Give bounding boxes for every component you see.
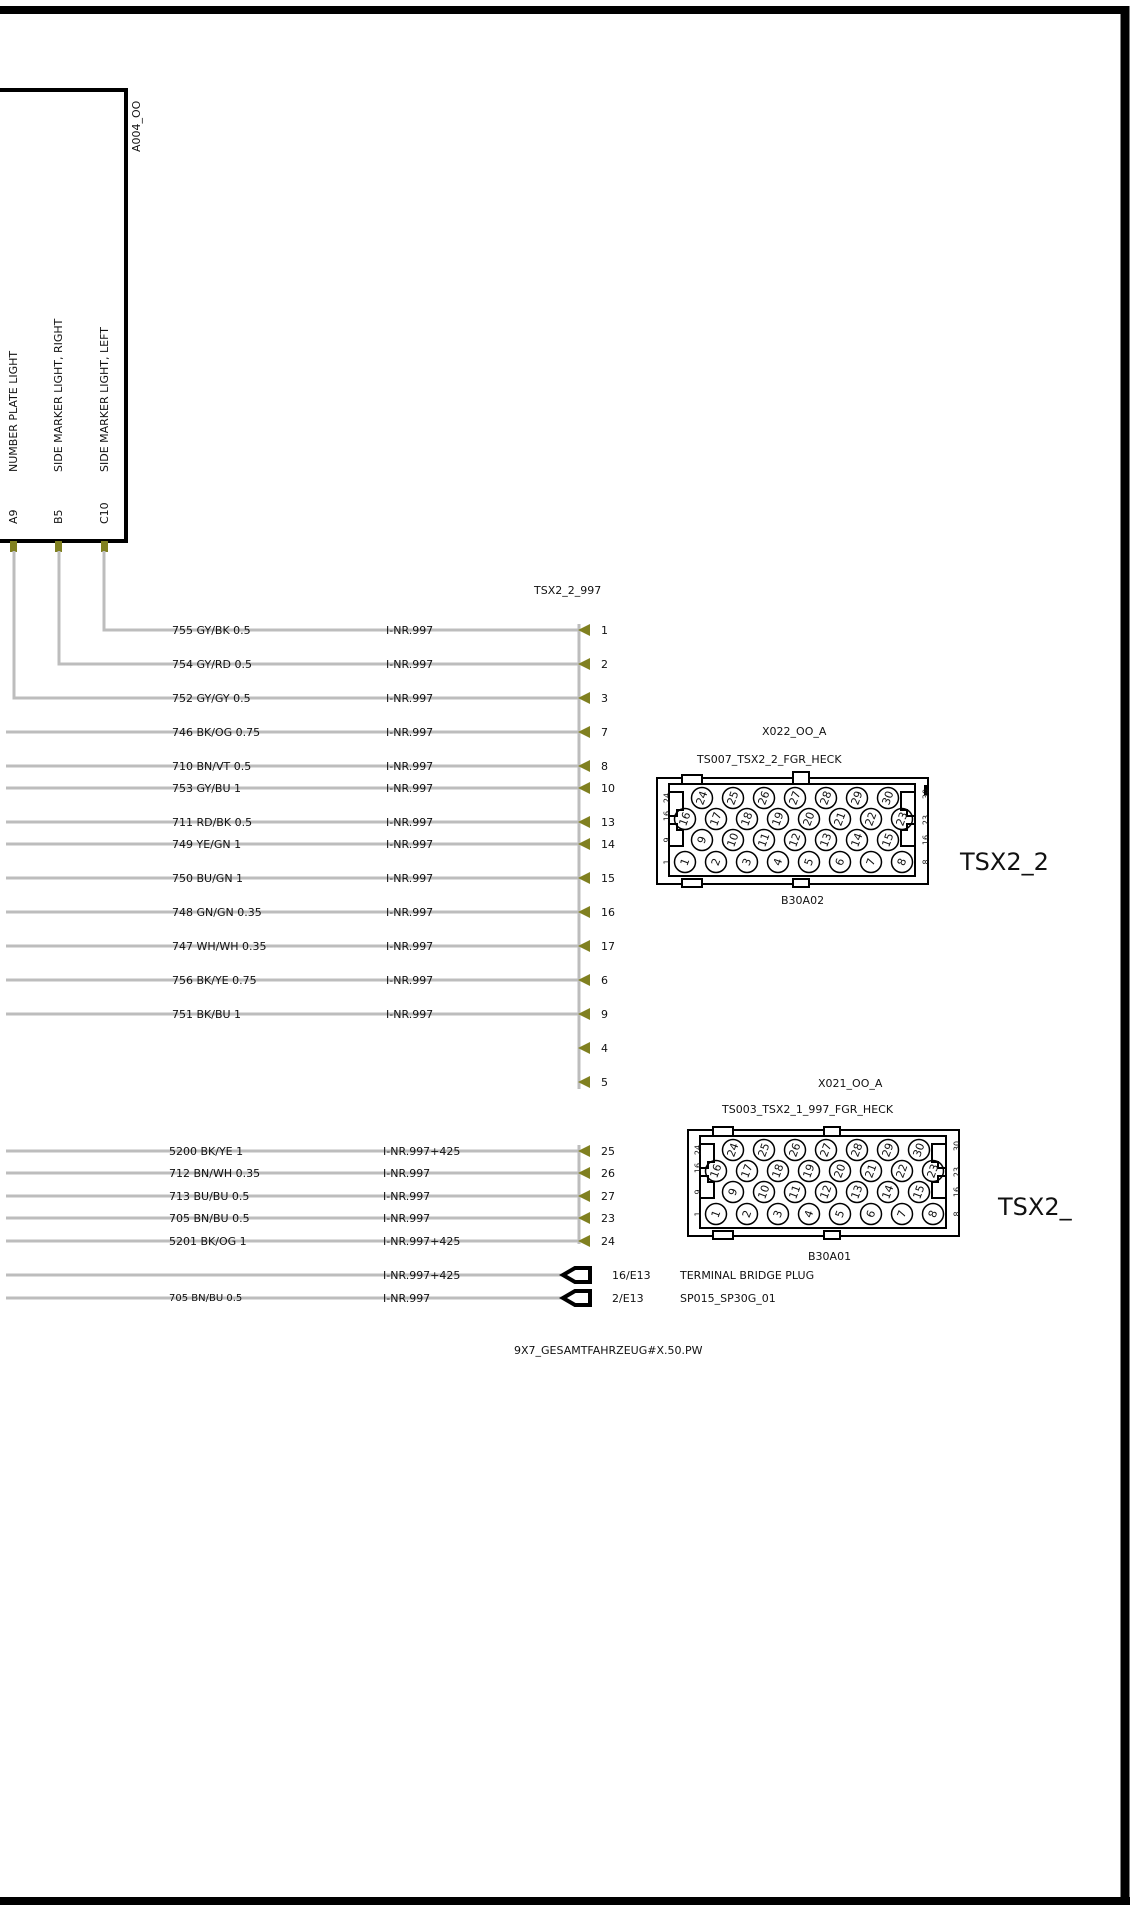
plug-pin: 2 — [708, 856, 724, 868]
plug-pin: 20 — [831, 1162, 849, 1180]
wire-pin: 14 — [601, 838, 615, 851]
wire-spec: 713 BU/BU 0.5 — [169, 1190, 250, 1203]
plug-ts-code: TS007_TSX2_2_FGR_HECK — [697, 753, 842, 766]
plug-pin: 3 — [770, 1208, 786, 1220]
plug-side-right: 8 — [952, 1211, 962, 1217]
wire-spec: 751 BK/BU 1 — [172, 1008, 242, 1021]
pin-label-c10: C10 — [98, 502, 111, 524]
wire-harness-top — [6, 551, 580, 1089]
pin-label-a9: A9 — [7, 509, 20, 524]
reference-inr: I-NR.997+425 — [383, 1269, 461, 1282]
wire-inr: I-NR.997 — [386, 940, 434, 953]
plug-pin: 15 — [910, 1183, 928, 1201]
wire-inr: I-NR.997 — [386, 658, 434, 671]
plug-pin: 2 — [739, 1208, 755, 1220]
wire-pin: 10 — [601, 782, 615, 795]
pin-terminal-c10 — [101, 541, 108, 552]
plug-pin: 26 — [755, 789, 773, 807]
reference-code: 16/E13 — [612, 1269, 651, 1282]
plug-pins — [675, 788, 913, 873]
plug-pin: 29 — [848, 789, 866, 807]
plug-pin: 16 — [676, 810, 694, 828]
plug-side-right: 8 — [921, 859, 931, 865]
plug-side-left: 9 — [693, 1189, 703, 1195]
plug-side-left: 16 — [693, 1162, 703, 1174]
wire-inr: I-NR.997 — [386, 872, 434, 885]
wire-inr: I-NR.997 — [386, 726, 434, 739]
plug-pin: 14 — [848, 831, 866, 849]
wire-spec: 747 WH/WH 0.35 — [172, 940, 267, 953]
plug-pin: 6 — [832, 856, 848, 868]
wire-spec: 5201 BK/OG 1 — [169, 1235, 247, 1248]
plug-pin: 23 — [924, 1162, 942, 1180]
reference-wire: 705 BN/BU 0.5 — [169, 1293, 243, 1304]
plug-pin: 7 — [863, 856, 879, 868]
plug-pin: 9 — [694, 834, 710, 846]
plug-side-right: 23 — [952, 1166, 962, 1178]
plug-x-code: X022_OO_A — [762, 725, 827, 738]
plug-pin: 25 — [724, 789, 742, 807]
wire-spec: 748 GN/GN 0.35 — [172, 906, 262, 919]
plug-pins — [706, 1140, 944, 1225]
plug-side-left: 1 — [662, 859, 672, 865]
plug-pin: 30 — [910, 1141, 928, 1159]
plug-pin: 1 — [677, 856, 693, 868]
wire-inr: I-NR.997 — [386, 624, 434, 637]
reference-row — [383, 1268, 814, 1282]
plug-side-right: 23 — [921, 814, 931, 826]
plug-pin: 21 — [862, 1162, 880, 1180]
empty-pin: 5 — [601, 1076, 608, 1089]
wire-spec: 711 RD/BK 0.5 — [172, 816, 253, 829]
plug-pin: 4 — [770, 856, 786, 868]
wire-spec: 754 GY/RD 0.5 — [172, 658, 252, 671]
wire-spec: 752 GY/GY 0.5 — [172, 692, 251, 705]
plug-pin: 10 — [724, 831, 742, 849]
wire-inr: I-NR.997 — [386, 816, 434, 829]
plug-part: B30A02 — [781, 894, 825, 907]
plug-pin: 6 — [863, 1208, 879, 1220]
plug-name-clip — [997, 1193, 1087, 1221]
wire-pin: 16 — [601, 906, 615, 919]
wire-inr: I-NR.997 — [386, 760, 434, 773]
wire-spec: 710 BN/VT 0.5 — [172, 760, 252, 773]
plug-pin: 12 — [817, 1183, 835, 1201]
plug-pin: 9 — [725, 1186, 741, 1198]
wire-inr: I-NR.997 — [386, 1008, 434, 1021]
plug-pin: 20 — [800, 810, 818, 828]
plug-pin: 28 — [848, 1141, 866, 1159]
component-a004 — [0, 90, 143, 552]
plug-pin: 14 — [879, 1183, 897, 1201]
plug-pin: 19 — [800, 1162, 818, 1180]
wire-pin: 2 — [601, 658, 608, 671]
wire-spec: 749 YE/GN 1 — [172, 838, 242, 851]
pin-label-b5: B5 — [52, 509, 65, 524]
plug-side-left: 16 — [662, 810, 672, 822]
plug-pin: 11 — [786, 1183, 804, 1201]
wire-spec: 5200 BK/YE 1 — [169, 1145, 244, 1158]
plug-pin: 24 — [693, 789, 711, 807]
wire-spec: 705 BN/BU 0.5 — [169, 1212, 250, 1225]
plug-pin: 4 — [801, 1208, 817, 1220]
wire-inr: I-NR.997+425 — [383, 1145, 461, 1158]
wire-pin: 15 — [601, 872, 615, 885]
plug-pin: 15 — [879, 831, 897, 849]
pin-function-b5: SIDE MARKER LIGHT, RIGHT — [52, 318, 65, 472]
page-reference-arrow — [563, 1268, 590, 1282]
plug-name: TSX2_1 — [998, 1193, 1087, 1221]
wire-pin: 25 — [601, 1145, 615, 1158]
wire-spec: 756 BK/YE 0.75 — [172, 974, 257, 987]
plug-pin: 29 — [879, 1141, 897, 1159]
plug-pin: 24 — [724, 1141, 742, 1159]
plug-side-right: 16 — [952, 1186, 962, 1198]
wire-pin: 3 — [601, 692, 608, 705]
plug-side-left: 9 — [662, 837, 672, 843]
plug-pin: 18 — [738, 810, 756, 828]
plug-pin: 27 — [817, 1141, 835, 1159]
wire-spec: 712 BN/WH 0.35 — [169, 1167, 261, 1180]
plug-side-left: 24 — [662, 792, 672, 804]
plug-pin: 8 — [894, 856, 910, 868]
plug-x-code: X021_OO_A — [818, 1077, 883, 1090]
pin-function-a9: NUMBER PLATE LIGHT — [7, 350, 20, 472]
plug-pin: 28 — [817, 789, 835, 807]
wire-spec: 753 GY/BU 1 — [172, 782, 241, 795]
plug-pin: 25 — [755, 1141, 773, 1159]
wire-pin: 26 — [601, 1167, 615, 1180]
plug-pin: 19 — [769, 810, 787, 828]
plug-pin: 8 — [925, 1208, 941, 1220]
plug-tsx2-1 — [688, 1077, 1087, 1263]
wire-inr: I-NR.997 — [386, 838, 434, 851]
plug-pin: 13 — [848, 1183, 866, 1201]
wire-pin: 24 — [601, 1235, 615, 1248]
wire-pin: 17 — [601, 940, 615, 953]
plug-side-left: 1 — [693, 1211, 703, 1217]
plug-pin: 16 — [707, 1162, 725, 1180]
plug-side-right: 30 — [921, 788, 931, 800]
empty-pin-row — [578, 1042, 608, 1055]
wire-pin: 6 — [601, 974, 608, 987]
reference-target: TERMINAL BRIDGE PLUG — [680, 1269, 815, 1282]
plug-ts-code: TS003_TSX2_1_997_FGR_HECK — [722, 1103, 894, 1116]
pin-terminal-a9 — [10, 541, 17, 552]
empty-pin: 4 — [601, 1042, 608, 1055]
plug-pin: 13 — [817, 831, 835, 849]
plug-pin: 1 — [708, 1208, 724, 1220]
plug-pin: 22 — [862, 810, 880, 828]
footer-reference: 9X7_GESAMTFAHRZEUG#X.50.PW — [514, 1344, 703, 1357]
plug-pin: 23 — [893, 810, 911, 828]
plug-pin: 27 — [786, 789, 804, 807]
plug-name: TSX2_2 — [960, 848, 1049, 876]
plug-pin: 5 — [801, 856, 817, 868]
reference-inr: I-NR.997 — [383, 1292, 431, 1305]
plug-side-right: 30 — [952, 1140, 962, 1152]
wire-pin: 9 — [601, 1008, 608, 1021]
wire-pin: 1 — [601, 624, 608, 637]
wire-pin: 23 — [601, 1212, 615, 1225]
plug-pin: 18 — [769, 1162, 787, 1180]
plug-pin: 12 — [786, 831, 804, 849]
wire-inr: I-NR.997 — [386, 906, 434, 919]
component-id: A004_OO — [130, 100, 143, 152]
plug-side-left: 24 — [693, 1144, 703, 1156]
plug-pin: 21 — [831, 810, 849, 828]
wire-spec: 750 BU/GN 1 — [172, 872, 244, 885]
plug-pin: 7 — [894, 1208, 910, 1220]
pin-function-c10: SIDE MARKER LIGHT, LEFT — [98, 327, 111, 472]
wire-pin: 7 — [601, 726, 608, 739]
plug-pin: 17 — [707, 810, 725, 828]
wire-spec: 746 BK/OG 0.75 — [172, 726, 261, 739]
wire-inr: I-NR.997 — [383, 1167, 431, 1180]
empty-pin-row — [578, 1076, 608, 1089]
plug-part: B30A01 — [808, 1250, 852, 1263]
wire-inr: I-NR.997 — [386, 782, 434, 795]
wire-inr: I-NR.997 — [386, 974, 434, 987]
wire-pin: 27 — [601, 1190, 615, 1203]
plug-side-right: 16 — [921, 834, 931, 846]
page-reference-arrow — [563, 1291, 590, 1305]
plug-pin: 22 — [893, 1162, 911, 1180]
wire-inr: I-NR.997 — [386, 692, 434, 705]
wire-inr: I-NR.997 — [383, 1190, 431, 1203]
wire-pin: 8 — [601, 760, 608, 773]
reference-code: 2/E13 — [612, 1292, 644, 1305]
wire-spec: 755 GY/BK 0.5 — [172, 624, 251, 637]
wire-inr: I-NR.997 — [383, 1212, 431, 1225]
reference-target: SP015_SP30G_01 — [680, 1292, 776, 1305]
connector-top-bus-label: TSX2_2_997 — [534, 584, 602, 597]
plug-pin: 11 — [755, 831, 773, 849]
plug-tsx2-2 — [657, 725, 1049, 907]
wire-harness-bottom — [6, 1145, 580, 1298]
wire-inr: I-NR.997+425 — [383, 1235, 461, 1248]
pin-terminal-b5 — [55, 541, 62, 552]
plug-pin: 3 — [739, 856, 755, 868]
wire-pin: 13 — [601, 816, 615, 829]
plug-pin: 17 — [738, 1162, 756, 1180]
plug-pin: 5 — [832, 1208, 848, 1220]
plug-pin: 10 — [755, 1183, 773, 1201]
sheet-frame — [0, 6, 1130, 1905]
plug-pin: 30 — [879, 789, 897, 807]
plug-pin: 26 — [786, 1141, 804, 1159]
